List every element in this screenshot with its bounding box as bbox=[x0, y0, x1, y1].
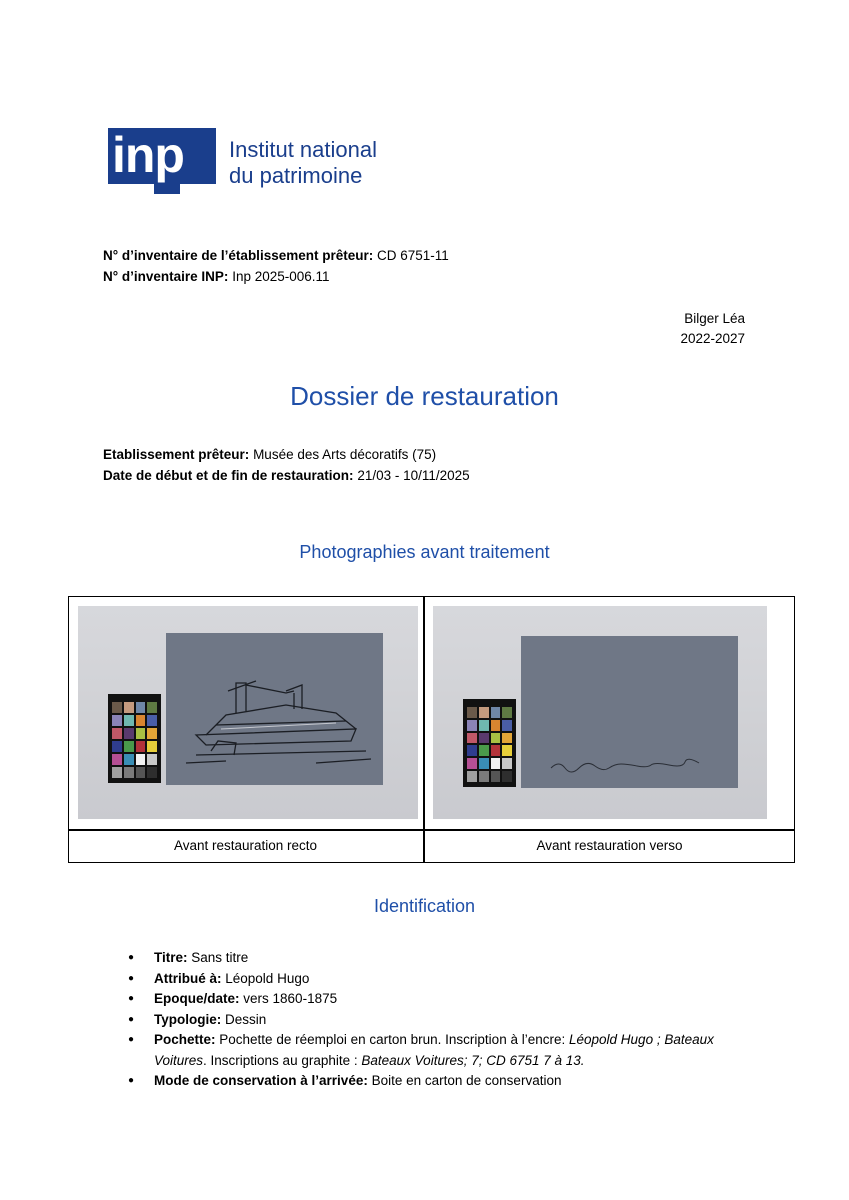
list-item-typologie bbox=[128, 1010, 768, 1031]
color-swatch bbox=[147, 754, 157, 765]
color-swatch bbox=[467, 771, 477, 782]
meta-lender-value: Musée des Arts décoratifs (75) bbox=[253, 447, 437, 462]
caption-recto: Avant restauration recto bbox=[173, 838, 318, 853]
color-swatch bbox=[124, 728, 134, 739]
pochette-inscription-ink-2: Bateaux Voitures bbox=[154, 1032, 714, 1068]
color-swatch bbox=[502, 758, 512, 769]
author-years: 2022-2027 bbox=[680, 331, 745, 346]
color-swatch bbox=[112, 767, 122, 778]
inventory-inp-value: Inp 2025-006.11 bbox=[232, 269, 330, 284]
color-swatch bbox=[479, 758, 489, 769]
color-swatch bbox=[479, 733, 489, 744]
inventory-lender-label: N° d’inventaire de l’établissement prêteur: bbox=[103, 248, 374, 263]
color-swatch bbox=[502, 733, 512, 744]
color-swatch bbox=[147, 702, 157, 713]
color-swatch bbox=[112, 741, 122, 752]
pochette-text: Pochette de réemploi en carton brun. Inscription à l’encre: bbox=[219, 1032, 566, 1047]
attribue-value: Léopold Hugo bbox=[225, 970, 310, 986]
color-swatch bbox=[112, 728, 122, 739]
inventory-inp-line bbox=[103, 267, 330, 287]
caption-verso: Avant restauration verso bbox=[536, 838, 683, 853]
color-swatch bbox=[491, 720, 501, 731]
color-swatch bbox=[467, 707, 477, 718]
meta-dates-value: 21/03 - 10/11/2025 bbox=[357, 468, 470, 483]
list-item-epoque bbox=[128, 989, 768, 1010]
inscription-scribble-icon bbox=[521, 636, 738, 788]
inp-logo-letters: inp bbox=[112, 127, 184, 183]
meta-dates-label: Date de début et de fin de restauration: bbox=[103, 468, 354, 483]
color-swatch bbox=[467, 745, 477, 756]
photo-recto bbox=[78, 606, 418, 819]
color-swatch bbox=[502, 707, 512, 718]
color-swatch bbox=[124, 767, 134, 778]
color-swatch bbox=[124, 754, 134, 765]
boat-sketch-icon bbox=[166, 633, 383, 785]
institution-name-line1: Institut national bbox=[229, 137, 377, 162]
color-swatch bbox=[124, 702, 134, 713]
identification-list bbox=[128, 948, 768, 1092]
color-swatch bbox=[491, 707, 501, 718]
photo-verso bbox=[433, 606, 767, 819]
color-swatch bbox=[112, 702, 122, 713]
institution-name-line2: du patrimoine bbox=[229, 163, 363, 188]
inventory-inp-label: N° d’inventaire INP: bbox=[103, 269, 229, 284]
color-checker-verso bbox=[463, 699, 516, 787]
color-swatch bbox=[124, 741, 134, 752]
color-swatch bbox=[124, 715, 134, 726]
conservation-value: Boite en carton de conservation bbox=[371, 1073, 562, 1088]
inventory-lender-line bbox=[103, 246, 449, 266]
color-swatch bbox=[491, 733, 501, 744]
page-title: Dossier de restauration bbox=[290, 381, 559, 411]
titre-label: Titre: bbox=[154, 950, 188, 965]
color-swatch bbox=[147, 728, 157, 739]
identification-title: Identification bbox=[373, 896, 476, 916]
attribue-label: Attribué à: bbox=[154, 970, 222, 986]
color-swatch bbox=[502, 745, 512, 756]
photos-section-title: Photographies avant traitement bbox=[299, 542, 550, 562]
pochette-inscription-graphite: Bateaux Voitures; 7; CD 6751 7 à 13. bbox=[361, 1052, 585, 1068]
color-swatch bbox=[147, 715, 157, 726]
author-name: Bilger Léa bbox=[684, 311, 745, 326]
epoque-label: Epoque/date: bbox=[154, 991, 240, 1006]
drawing-recto bbox=[166, 633, 383, 785]
meta-dates-line bbox=[103, 466, 470, 486]
color-swatch bbox=[479, 771, 489, 782]
color-swatch bbox=[147, 741, 157, 752]
color-swatch bbox=[502, 771, 512, 782]
typologie-label: Typologie: bbox=[154, 1011, 222, 1027]
color-swatch bbox=[502, 720, 512, 731]
color-swatch bbox=[479, 745, 489, 756]
epoque-value: vers 1860-1875 bbox=[243, 991, 338, 1006]
color-swatch bbox=[112, 754, 122, 765]
photo-table-caption-divider bbox=[68, 829, 795, 831]
photo-table-divider bbox=[423, 596, 425, 863]
color-swatch bbox=[147, 767, 157, 778]
color-swatch bbox=[491, 771, 501, 782]
meta-lender-label: Etablissement prêteur: bbox=[103, 447, 250, 462]
list-item-attribue bbox=[128, 969, 768, 990]
color-swatch bbox=[467, 720, 477, 731]
color-swatch bbox=[467, 758, 477, 769]
inventory-lender-value: CD 6751-11 bbox=[377, 248, 449, 263]
color-swatch bbox=[112, 715, 122, 726]
color-swatch bbox=[467, 733, 477, 744]
list-item-titre bbox=[128, 948, 768, 969]
color-swatch bbox=[136, 702, 146, 713]
titre-value: Sans titre bbox=[191, 950, 249, 965]
pochette-inscription-ink: Léopold Hugo ; bbox=[569, 1032, 661, 1047]
color-swatch bbox=[479, 707, 489, 718]
color-swatch bbox=[136, 767, 146, 778]
color-swatch bbox=[491, 745, 501, 756]
list-item-conservation bbox=[128, 1071, 768, 1092]
institution-name bbox=[229, 137, 377, 189]
conservation-label: Mode de conservation à l’arrivée: bbox=[154, 1073, 368, 1088]
pochette-label: Pochette: bbox=[154, 1032, 216, 1047]
color-swatch bbox=[136, 728, 146, 739]
color-swatch bbox=[479, 720, 489, 731]
color-swatch bbox=[136, 715, 146, 726]
pochette-text-2: . Inscriptions au graphite : bbox=[203, 1052, 358, 1068]
typologie-value: Dessin bbox=[225, 1011, 267, 1027]
list-item-pochette bbox=[128, 1030, 768, 1071]
color-swatch bbox=[136, 741, 146, 752]
color-checker-recto bbox=[108, 694, 161, 783]
color-swatch bbox=[491, 758, 501, 769]
color-swatch bbox=[136, 754, 146, 765]
inp-logo-tab bbox=[154, 184, 180, 194]
drawing-verso bbox=[521, 636, 738, 788]
meta-lender-line bbox=[103, 445, 436, 465]
